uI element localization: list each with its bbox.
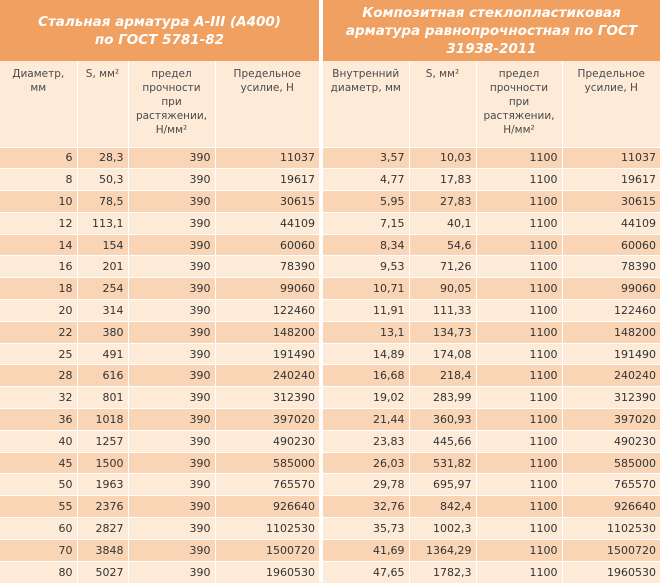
table-cell: 23,83 xyxy=(323,430,409,452)
table-cell: 4,77 xyxy=(323,169,409,191)
table-row xyxy=(0,278,319,300)
table-cell: 45 xyxy=(0,452,77,474)
steel-table xyxy=(0,61,319,583)
table-cell: 191490 xyxy=(215,343,319,365)
steel-title-line2: по ГОСТ 5781-82 xyxy=(94,31,225,48)
table-cell: 11,91 xyxy=(323,300,409,322)
table-cell: 60060 xyxy=(215,234,319,256)
table-cell: 3848 xyxy=(77,539,128,561)
table-cell: 1100 xyxy=(476,212,562,234)
table-cell: 47,65 xyxy=(323,561,409,583)
table-row xyxy=(323,169,660,191)
table-cell: 390 xyxy=(128,430,215,452)
table-cell: 254 xyxy=(77,278,128,300)
table-cell: 1100 xyxy=(476,343,562,365)
composite-table xyxy=(323,61,660,583)
table-cell: 12 xyxy=(0,212,77,234)
table-cell: 11037 xyxy=(562,147,660,169)
table-row xyxy=(0,561,319,583)
column-header: предел прочности при растяжении, Н/мм² xyxy=(476,61,562,147)
table-row xyxy=(323,278,660,300)
table-cell: 1500 xyxy=(77,452,128,474)
table-cell: 1100 xyxy=(476,300,562,322)
table-cell: 1100 xyxy=(476,234,562,256)
table-row xyxy=(323,300,660,322)
table-cell: 397020 xyxy=(215,409,319,431)
table-cell: 240240 xyxy=(562,365,660,387)
table-cell: 9,53 xyxy=(323,256,409,278)
table-cell: 1102530 xyxy=(562,518,660,540)
table-cell: 71,26 xyxy=(409,256,476,278)
table-row xyxy=(0,365,319,387)
table-cell: 585000 xyxy=(215,452,319,474)
table-cell: 842,4 xyxy=(409,496,476,518)
table-cell: 19617 xyxy=(215,169,319,191)
table-cell: 29,78 xyxy=(323,474,409,496)
table-row xyxy=(0,430,319,452)
steel-table-body xyxy=(0,147,319,583)
table-cell: 28 xyxy=(0,365,77,387)
table-cell: 283,99 xyxy=(409,387,476,409)
composite-table-body xyxy=(323,147,660,583)
table-cell: 390 xyxy=(128,321,215,343)
table-cell: 40,1 xyxy=(409,212,476,234)
table-cell: 1100 xyxy=(476,409,562,431)
table-cell: 22 xyxy=(0,321,77,343)
table-row xyxy=(0,256,319,278)
table-row xyxy=(0,169,319,191)
table-row xyxy=(0,539,319,561)
table-row xyxy=(323,496,660,518)
table-cell: 1960530 xyxy=(562,561,660,583)
table-cell: 491 xyxy=(77,343,128,365)
table-cell: 55 xyxy=(0,496,77,518)
table-cell: 390 xyxy=(128,256,215,278)
table-cell: 490230 xyxy=(562,430,660,452)
table-row xyxy=(323,474,660,496)
table-cell: 41,69 xyxy=(323,539,409,561)
table-cell: 18 xyxy=(0,278,77,300)
table-cell: 99060 xyxy=(562,278,660,300)
table-row xyxy=(0,474,319,496)
table-row xyxy=(323,191,660,213)
table-cell: 390 xyxy=(128,147,215,169)
table-row xyxy=(323,343,660,365)
table-cell: 60 xyxy=(0,518,77,540)
table-cell: 390 xyxy=(128,518,215,540)
table-cell: 122460 xyxy=(562,300,660,322)
table-row xyxy=(0,321,319,343)
table-cell: 148200 xyxy=(562,321,660,343)
table-cell: 531,82 xyxy=(409,452,476,474)
table-cell: 201 xyxy=(77,256,128,278)
table-cell: 5027 xyxy=(77,561,128,583)
table-row xyxy=(323,539,660,561)
table-cell: 10 xyxy=(0,191,77,213)
table-cell: 490230 xyxy=(215,430,319,452)
table-cell: 390 xyxy=(128,234,215,256)
table-cell: 380 xyxy=(77,321,128,343)
table-cell: 1100 xyxy=(476,452,562,474)
table-cell: 390 xyxy=(128,212,215,234)
column-header: Предельное усилие, Н xyxy=(577,68,645,94)
table-cell: 148200 xyxy=(215,321,319,343)
table-cell: 390 xyxy=(128,365,215,387)
table-cell: 1018 xyxy=(77,409,128,431)
table-cell: 1002,3 xyxy=(409,518,476,540)
table-row xyxy=(323,452,660,474)
composite-header-row xyxy=(323,61,660,147)
table-cell: 2376 xyxy=(77,496,128,518)
table-cell: 113,1 xyxy=(77,212,128,234)
table-cell: 19,02 xyxy=(323,387,409,409)
table-cell: 3,57 xyxy=(323,147,409,169)
column-header: Внутренний диаметр, мм xyxy=(323,61,409,147)
table-row xyxy=(0,496,319,518)
composite-title-line1: Композитная стеклопластиковая xyxy=(362,4,621,21)
column-header: Предельное усилие, Н xyxy=(233,68,301,94)
table-cell: 1100 xyxy=(476,430,562,452)
table-cell: 25 xyxy=(0,343,77,365)
table-row xyxy=(0,300,319,322)
table-cell: 360,93 xyxy=(409,409,476,431)
table-cell: 17,83 xyxy=(409,169,476,191)
table-cell: 390 xyxy=(128,191,215,213)
table-cell: 60060 xyxy=(562,234,660,256)
table-cell: 20 xyxy=(0,300,77,322)
table-cell: 26,03 xyxy=(323,452,409,474)
table-cell: 13,1 xyxy=(323,321,409,343)
table-cell: 1100 xyxy=(476,147,562,169)
table-cell: 44109 xyxy=(215,212,319,234)
table-cell: 390 xyxy=(128,169,215,191)
table-row xyxy=(0,343,319,365)
table-cell: 154 xyxy=(77,234,128,256)
table-cell: 40 xyxy=(0,430,77,452)
composite-title-line3: 31938-2011 xyxy=(446,40,537,57)
table-cell: 36 xyxy=(0,409,77,431)
table-cell: 585000 xyxy=(562,452,660,474)
table-cell: 1100 xyxy=(476,321,562,343)
table-cell: 1100 xyxy=(476,169,562,191)
table-cell: 695,97 xyxy=(409,474,476,496)
table-cell: 1100 xyxy=(476,561,562,583)
table-row xyxy=(323,147,660,169)
table-cell: 54,6 xyxy=(409,234,476,256)
table-cell: 14 xyxy=(0,234,77,256)
table-cell: 390 xyxy=(128,278,215,300)
table-cell: 134,73 xyxy=(409,321,476,343)
table-cell: 390 xyxy=(128,409,215,431)
column-header: S, мм² xyxy=(77,61,128,147)
table-cell: 1500720 xyxy=(215,539,319,561)
table-cell: 218,4 xyxy=(409,365,476,387)
table-cell: 10,03 xyxy=(409,147,476,169)
table-cell: 7,15 xyxy=(323,212,409,234)
table-cell: 1102530 xyxy=(215,518,319,540)
table-cell: 10,71 xyxy=(323,278,409,300)
table-cell: 2827 xyxy=(77,518,128,540)
table-cell: 19617 xyxy=(562,169,660,191)
table-cell: 78,5 xyxy=(77,191,128,213)
table-cell: 16,68 xyxy=(323,365,409,387)
table-cell: 6 xyxy=(0,147,77,169)
table-row xyxy=(0,147,319,169)
composite-title-line2: арматура равнопрочностная по ГОСТ xyxy=(345,22,638,39)
table-cell: 390 xyxy=(128,539,215,561)
table-cell: 21,44 xyxy=(323,409,409,431)
table-row xyxy=(323,387,660,409)
table-row xyxy=(0,212,319,234)
column-header: предел прочности при растяжении, Н/мм² xyxy=(128,61,215,147)
table-cell: 1960530 xyxy=(215,561,319,583)
table-row xyxy=(323,561,660,583)
table-cell: 5,95 xyxy=(323,191,409,213)
table-cell: 390 xyxy=(128,300,215,322)
table-cell: 390 xyxy=(128,452,215,474)
table-row xyxy=(323,256,660,278)
table-cell: 1364,29 xyxy=(409,539,476,561)
table-cell: 801 xyxy=(77,387,128,409)
table-cell: 32 xyxy=(0,387,77,409)
table-cell: 1257 xyxy=(77,430,128,452)
table-cell: 30615 xyxy=(215,191,319,213)
table-cell: 1100 xyxy=(476,474,562,496)
table-cell: 765570 xyxy=(562,474,660,496)
table-cell: 1100 xyxy=(476,256,562,278)
table-cell: 390 xyxy=(128,387,215,409)
table-cell: 390 xyxy=(128,343,215,365)
table-row xyxy=(0,518,319,540)
table-cell: 397020 xyxy=(562,409,660,431)
table-cell: 44109 xyxy=(562,212,660,234)
table-row xyxy=(0,452,319,474)
table-row xyxy=(323,234,660,256)
table-cell: 926640 xyxy=(215,496,319,518)
steel-header-row xyxy=(0,61,319,147)
steel-title xyxy=(0,0,319,61)
table-cell: 1500720 xyxy=(562,539,660,561)
table-row xyxy=(0,409,319,431)
table-cell: 1100 xyxy=(476,496,562,518)
table-cell: 1100 xyxy=(476,278,562,300)
table-cell: 90,05 xyxy=(409,278,476,300)
table-cell: 70 xyxy=(0,539,77,561)
table-cell: 926640 xyxy=(562,496,660,518)
table-cell: 312390 xyxy=(215,387,319,409)
table-cell: 1100 xyxy=(476,387,562,409)
table-cell: 390 xyxy=(128,561,215,583)
table-cell: 390 xyxy=(128,474,215,496)
table-cell: 1782,3 xyxy=(409,561,476,583)
table-cell: 174,08 xyxy=(409,343,476,365)
table-cell: 1100 xyxy=(476,518,562,540)
table-cell: 78390 xyxy=(562,256,660,278)
table-cell: 240240 xyxy=(215,365,319,387)
table-cell: 27,83 xyxy=(409,191,476,213)
table-cell: 32,76 xyxy=(323,496,409,518)
table-row xyxy=(323,409,660,431)
table-row xyxy=(323,365,660,387)
table-cell: 80 xyxy=(0,561,77,583)
table-row xyxy=(323,212,660,234)
table-cell: 390 xyxy=(128,496,215,518)
steel-title-line1: Стальная арматура А-III (А400) xyxy=(38,13,281,30)
table-cell: 35,73 xyxy=(323,518,409,540)
table-cell: 16 xyxy=(0,256,77,278)
table-row xyxy=(0,191,319,213)
table-row xyxy=(323,518,660,540)
column-header: S, мм² xyxy=(409,61,476,147)
table-row xyxy=(0,387,319,409)
table-row xyxy=(323,430,660,452)
table-cell: 28,3 xyxy=(77,147,128,169)
table-cell: 1100 xyxy=(476,191,562,213)
table-cell: 1963 xyxy=(77,474,128,496)
column-header: Диаметр, мм xyxy=(0,61,77,147)
table-cell: 122460 xyxy=(215,300,319,322)
table-cell: 14,89 xyxy=(323,343,409,365)
table-cell: 191490 xyxy=(562,343,660,365)
table-cell: 8,34 xyxy=(323,234,409,256)
table-cell: 765570 xyxy=(215,474,319,496)
table-cell: 11037 xyxy=(215,147,319,169)
table-cell: 50 xyxy=(0,474,77,496)
table-cell: 1100 xyxy=(476,365,562,387)
table-row xyxy=(0,234,319,256)
table-cell: 312390 xyxy=(562,387,660,409)
table-cell: 30615 xyxy=(562,191,660,213)
table-cell: 1100 xyxy=(476,539,562,561)
table-cell: 8 xyxy=(0,169,77,191)
table-cell: 314 xyxy=(77,300,128,322)
composite-title xyxy=(323,0,660,61)
table-cell: 616 xyxy=(77,365,128,387)
table-cell: 445,66 xyxy=(409,430,476,452)
table-cell: 78390 xyxy=(215,256,319,278)
table-row xyxy=(323,321,660,343)
table-cell: 50,3 xyxy=(77,169,128,191)
table-cell: 99060 xyxy=(215,278,319,300)
table-cell: 111,33 xyxy=(409,300,476,322)
